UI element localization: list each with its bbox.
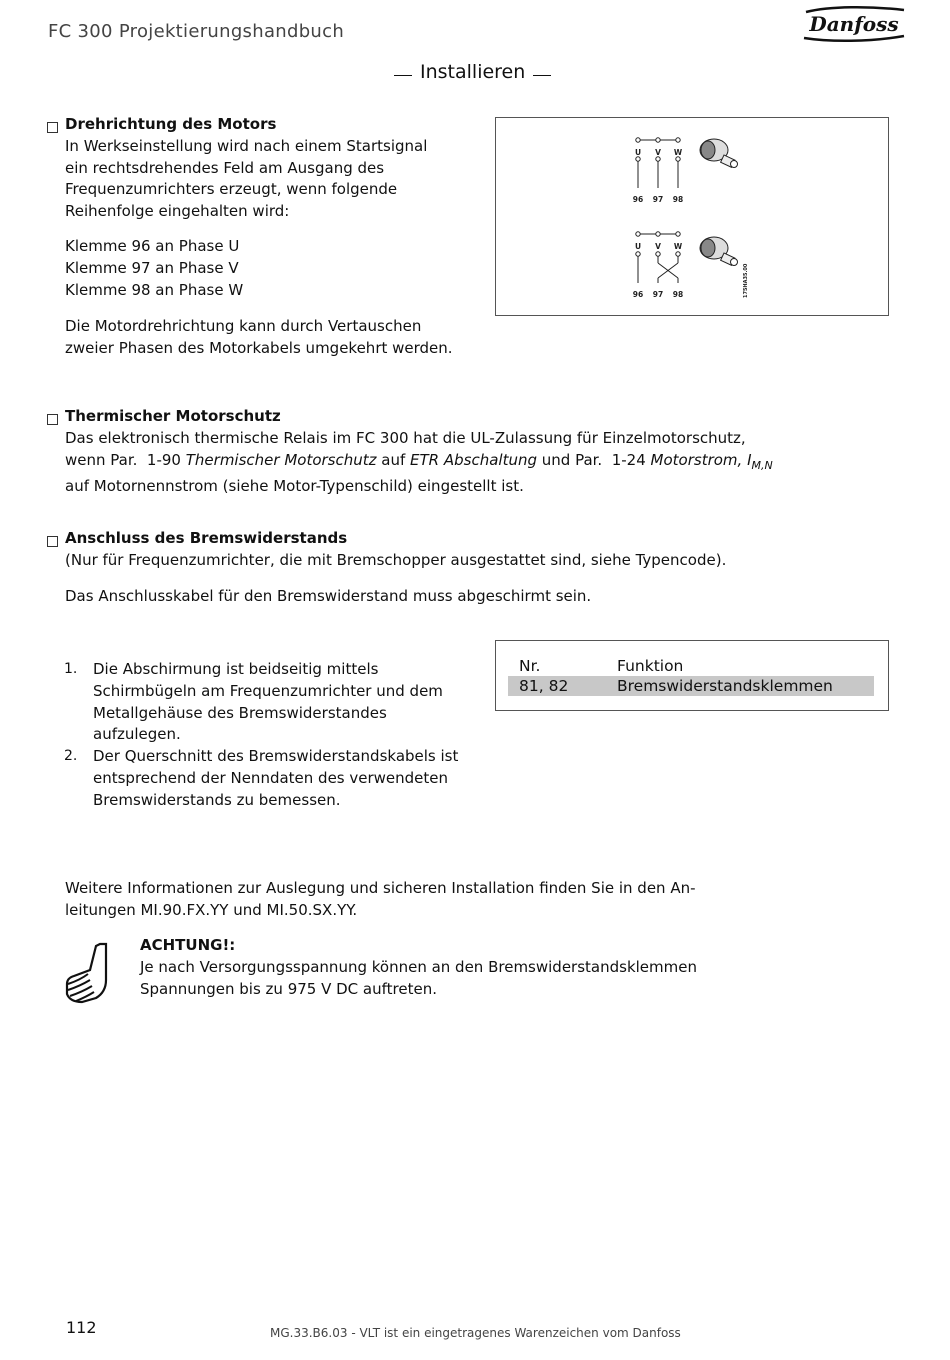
footer-note: MG.33.B6.03 - VLT ist ein eingetragenes Warenzeichen vom Danfoss <box>270 1326 681 1340</box>
header-cell: Funktion <box>617 657 684 675</box>
phase-label: U <box>634 242 642 251</box>
table-cell: 81, 82 <box>519 677 569 695</box>
wiring-diagram <box>496 118 888 315</box>
checkbox-bullet <box>47 414 58 425</box>
more-info-line: Weitere Informationen zur Auslegung und sicheren Installation finden Sie in den An- <box>65 879 696 897</box>
reverse-note <box>65 316 453 360</box>
motor-rotation-section <box>65 114 427 223</box>
more-info-line: leitungen MI.90.FX.YY und MI.50.SX.YY. <box>65 900 358 919</box>
thermal-line: Das elektronisch thermische Relais im FC 300 hat die UL-Zulassung für Einzelmotorschutz, <box>65 428 746 447</box>
terminal-label: 97 <box>652 290 664 299</box>
table-header <box>508 656 874 676</box>
motor-rotation-heading: Drehrichtung des Motors <box>65 115 277 133</box>
warning-line: Je nach Versorgungsspannung können an den Bremswiderstandsklemmen <box>140 957 697 976</box>
more-info <box>65 878 696 922</box>
intro-line: Reihenfolge eingehalten wird: <box>65 202 290 221</box>
brand-text: Danfoss <box>809 12 899 36</box>
warning-box <box>140 935 697 1000</box>
terminal-label: 96 <box>632 195 644 204</box>
motor-icon <box>700 139 738 168</box>
phase-label: V <box>655 242 661 251</box>
terminal-line: Klemme 97 an Phase V <box>65 258 239 277</box>
phase-label: W <box>673 148 683 157</box>
header-cell: Nr. <box>519 657 541 675</box>
terminal-line: Klemme 96 an Phase U <box>65 237 240 255</box>
hand-pointing-icon <box>62 940 112 1004</box>
figure-code: 175HA35.00 <box>743 263 749 298</box>
intro-line: In Werkseinstellung wird nach einem Startsignal <box>65 136 428 155</box>
step-line: Bremswiderstands zu bemessen. <box>93 790 341 809</box>
phase-label: V <box>655 148 661 157</box>
phase-label: U <box>634 148 642 157</box>
reverse-line: zweier Phasen des Motorkabels umgekehrt werden. <box>65 338 453 357</box>
warning-title: ACHTUNG!: <box>140 936 236 954</box>
reverse-line: Die Motordrehrichtung kann durch Vertauschen <box>65 317 422 335</box>
motor-icon <box>700 237 738 266</box>
rotation-wiring-figure <box>495 117 889 316</box>
thermal-section <box>65 406 773 498</box>
step-line: aufzulegen. <box>93 725 181 744</box>
thermal-heading: Thermischer Motorschutz <box>65 407 281 425</box>
thermal-line: wenn Par. 1-90 Thermischer Motorschutz auf ETR Abschaltung und Par. 1-24 Motorstrom, $I_{M,N}$ <box>65 450 773 472</box>
warning-line: Spannungen bis zu 975 V DC auftreten. <box>140 979 437 998</box>
thermal-line: auf Motornennstrom (siehe Motor-Typenschild) eingestellt ist. <box>65 477 524 496</box>
brake-section <box>65 528 726 572</box>
brake-heading: Anschluss des Bremswiderstands <box>65 529 348 547</box>
terminal-line: Klemme 98 an Phase W <box>65 280 244 299</box>
step-line: Die Abschirmung ist beidseitig mittels <box>93 660 379 678</box>
intro-line: ein rechtsdrehendes Feld am Ausgang des <box>65 158 385 177</box>
section-title: Installieren <box>386 61 559 83</box>
step-line: Metallgehäuse des Bremswiderstandes <box>93 703 387 722</box>
table-row <box>508 676 874 696</box>
step-number: 1. <box>64 661 78 677</box>
phase-label: W <box>673 242 683 251</box>
terminal-assignment <box>65 236 243 301</box>
terminal-label: 97 <box>652 195 664 204</box>
step-line: Schirmbügeln am Frequenzumrichter und dem <box>93 681 443 700</box>
brake-terminal-table <box>495 640 889 711</box>
terminal-label: 98 <box>672 290 684 299</box>
step-line: Der Querschnitt des Bremswiderstandskabels ist <box>93 747 459 765</box>
document-title: FC 300 Projektierungshandbuch <box>48 21 345 42</box>
step-item <box>93 746 458 811</box>
step-item <box>93 659 443 746</box>
table-cell: Bremswiderstandsklemmen <box>617 677 833 695</box>
terminal-label: 96 <box>632 290 644 299</box>
brake-note: (Nur für Frequenzumrichter, die mit Bremschopper ausgestattet sind, siehe Typencode). <box>65 550 727 569</box>
checkbox-bullet <box>47 536 58 547</box>
terminal-label: 98 <box>672 195 684 204</box>
page-number: 112 <box>66 1318 97 1337</box>
intro-line: Frequenzumrichters erzeugt, wenn folgende <box>65 180 398 199</box>
shield-requirement: Das Anschlusskabel für den Bremswiderstand muss abgeschirmt sein. <box>65 587 592 605</box>
step-number: 2. <box>64 748 78 764</box>
danfoss-logo <box>800 4 908 44</box>
checkbox-bullet <box>47 122 58 133</box>
step-line: entsprechend der Nenndaten des verwendeten <box>93 768 449 787</box>
